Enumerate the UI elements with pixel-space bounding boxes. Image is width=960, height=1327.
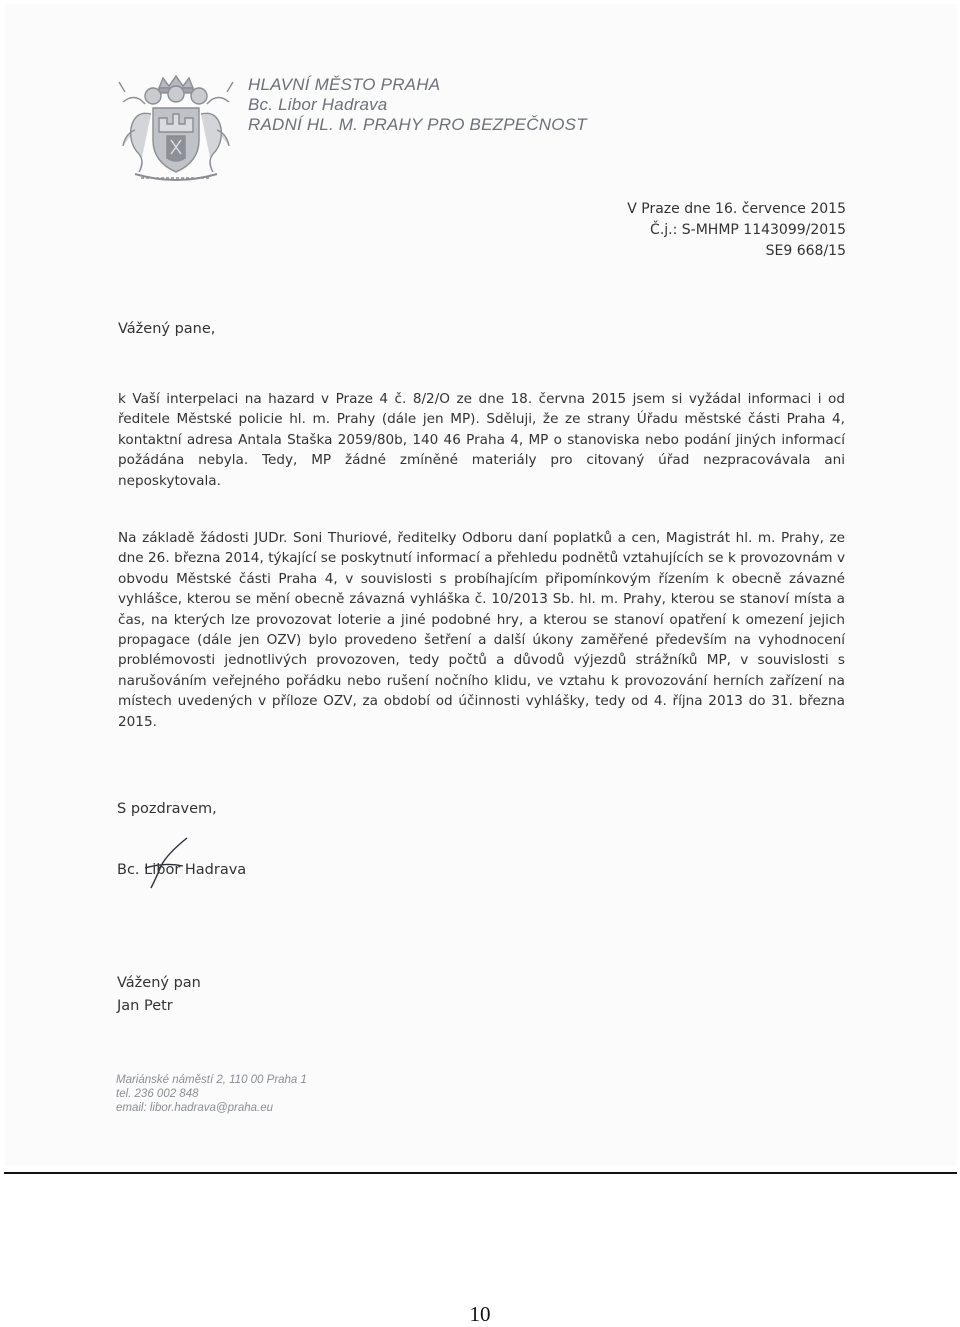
letterhead-city: HLAVNÍ MĚSTO PRAHA (248, 75, 441, 94)
addressee (117, 972, 201, 1018)
letterhead (248, 75, 587, 135)
footer-email: email: libor.hadrava@praha.eu (116, 1102, 274, 1114)
page-number: 10 (469, 1302, 491, 1326)
footer-address: Mariánské náměstí 2, 110 00 Praha 1 (116, 1074, 307, 1086)
contact-footer (116, 1073, 307, 1115)
footer-phone: tel. 236 002 848 (116, 1088, 199, 1100)
letter-date: V Praze dne 16. července 2015 (627, 201, 846, 217)
prague-coat-of-arms-logo (115, 74, 237, 184)
signer-name: Bc. Libor Hadrava (117, 862, 247, 878)
file-number: SE9 668/15 (765, 243, 846, 259)
case-number: Č.j.: S-MHMP 1143099/2015 (650, 222, 846, 238)
addressee-salutation: Vážený pan (117, 975, 201, 991)
letterhead-position: RADNÍ HL. M. PRAHY PRO BEZPEČNOST (248, 115, 587, 134)
salutation: Vážený pane, (118, 321, 216, 337)
reference-block (627, 199, 846, 262)
page-divider (4, 1172, 957, 1174)
closing: S pozdravem, (117, 801, 217, 817)
body-paragraph-1: k Vaší interpelaci na hazard v Praze 4 č. 8/2/O ze dne 18. června 2015 jsem si vyžádal informaci i od ředitele Městské policie hl. m. Prahy (dále jen MP). Sděluji, že ze strany Úřadu městské části Praha 4, kontaktní adresa Antala Staška 2059/80b, 140 46 Praha 4, MP o stanoviska nebo podání jiných informací požádána nebyla. Tedy, MP žádné zmíněné materiály pro citovaný úřad nezpracovávala ani neposkytovala. (118, 391, 845, 489)
body-paragraph-2: Na základě žádosti JUDr. Soni Thuriové, ředitelky Odboru daní poplatků a cen, Magistrát hl. m. Prahy, ze dne 26. března 2014, týkající se poskytnutí informací a přehledu podnětů vztahujících se k provozovnám v obvodu Městské části Praha 4, v souvislosti s probíhajícím připomínkovým řízením k obecně závazné vyhlášce, kterou se mění obecně závazná vyhláška č. 10/2013 Sb. hl. m. Prahy, kterou se stanoví místa a čas, na kterých lze provozovat loterie a jiné podobné hry, a kterou se stanoví opatření k omezení jejich propagace (dále jen OZV) bylo provedeno šetření a další úkony zaměřené především na vyhodnocení problémovosti jednotlivých provozoven, tedy počtů a důvodů výjezdů strážníků MP, v souvislosti s narušováním veřejného pořádku nebo rušení nočního klidu, ve vztahu k provozování herních zařízení na místech uvedených v příloze OZV, za období od účinnosti vyhlášky, tedy od 4. října 2013 do 31. března 2015. (118, 530, 845, 730)
letterhead-name: Bc. Libor Hadrava (248, 95, 388, 114)
addressee-name: Jan Petr (117, 998, 173, 1014)
